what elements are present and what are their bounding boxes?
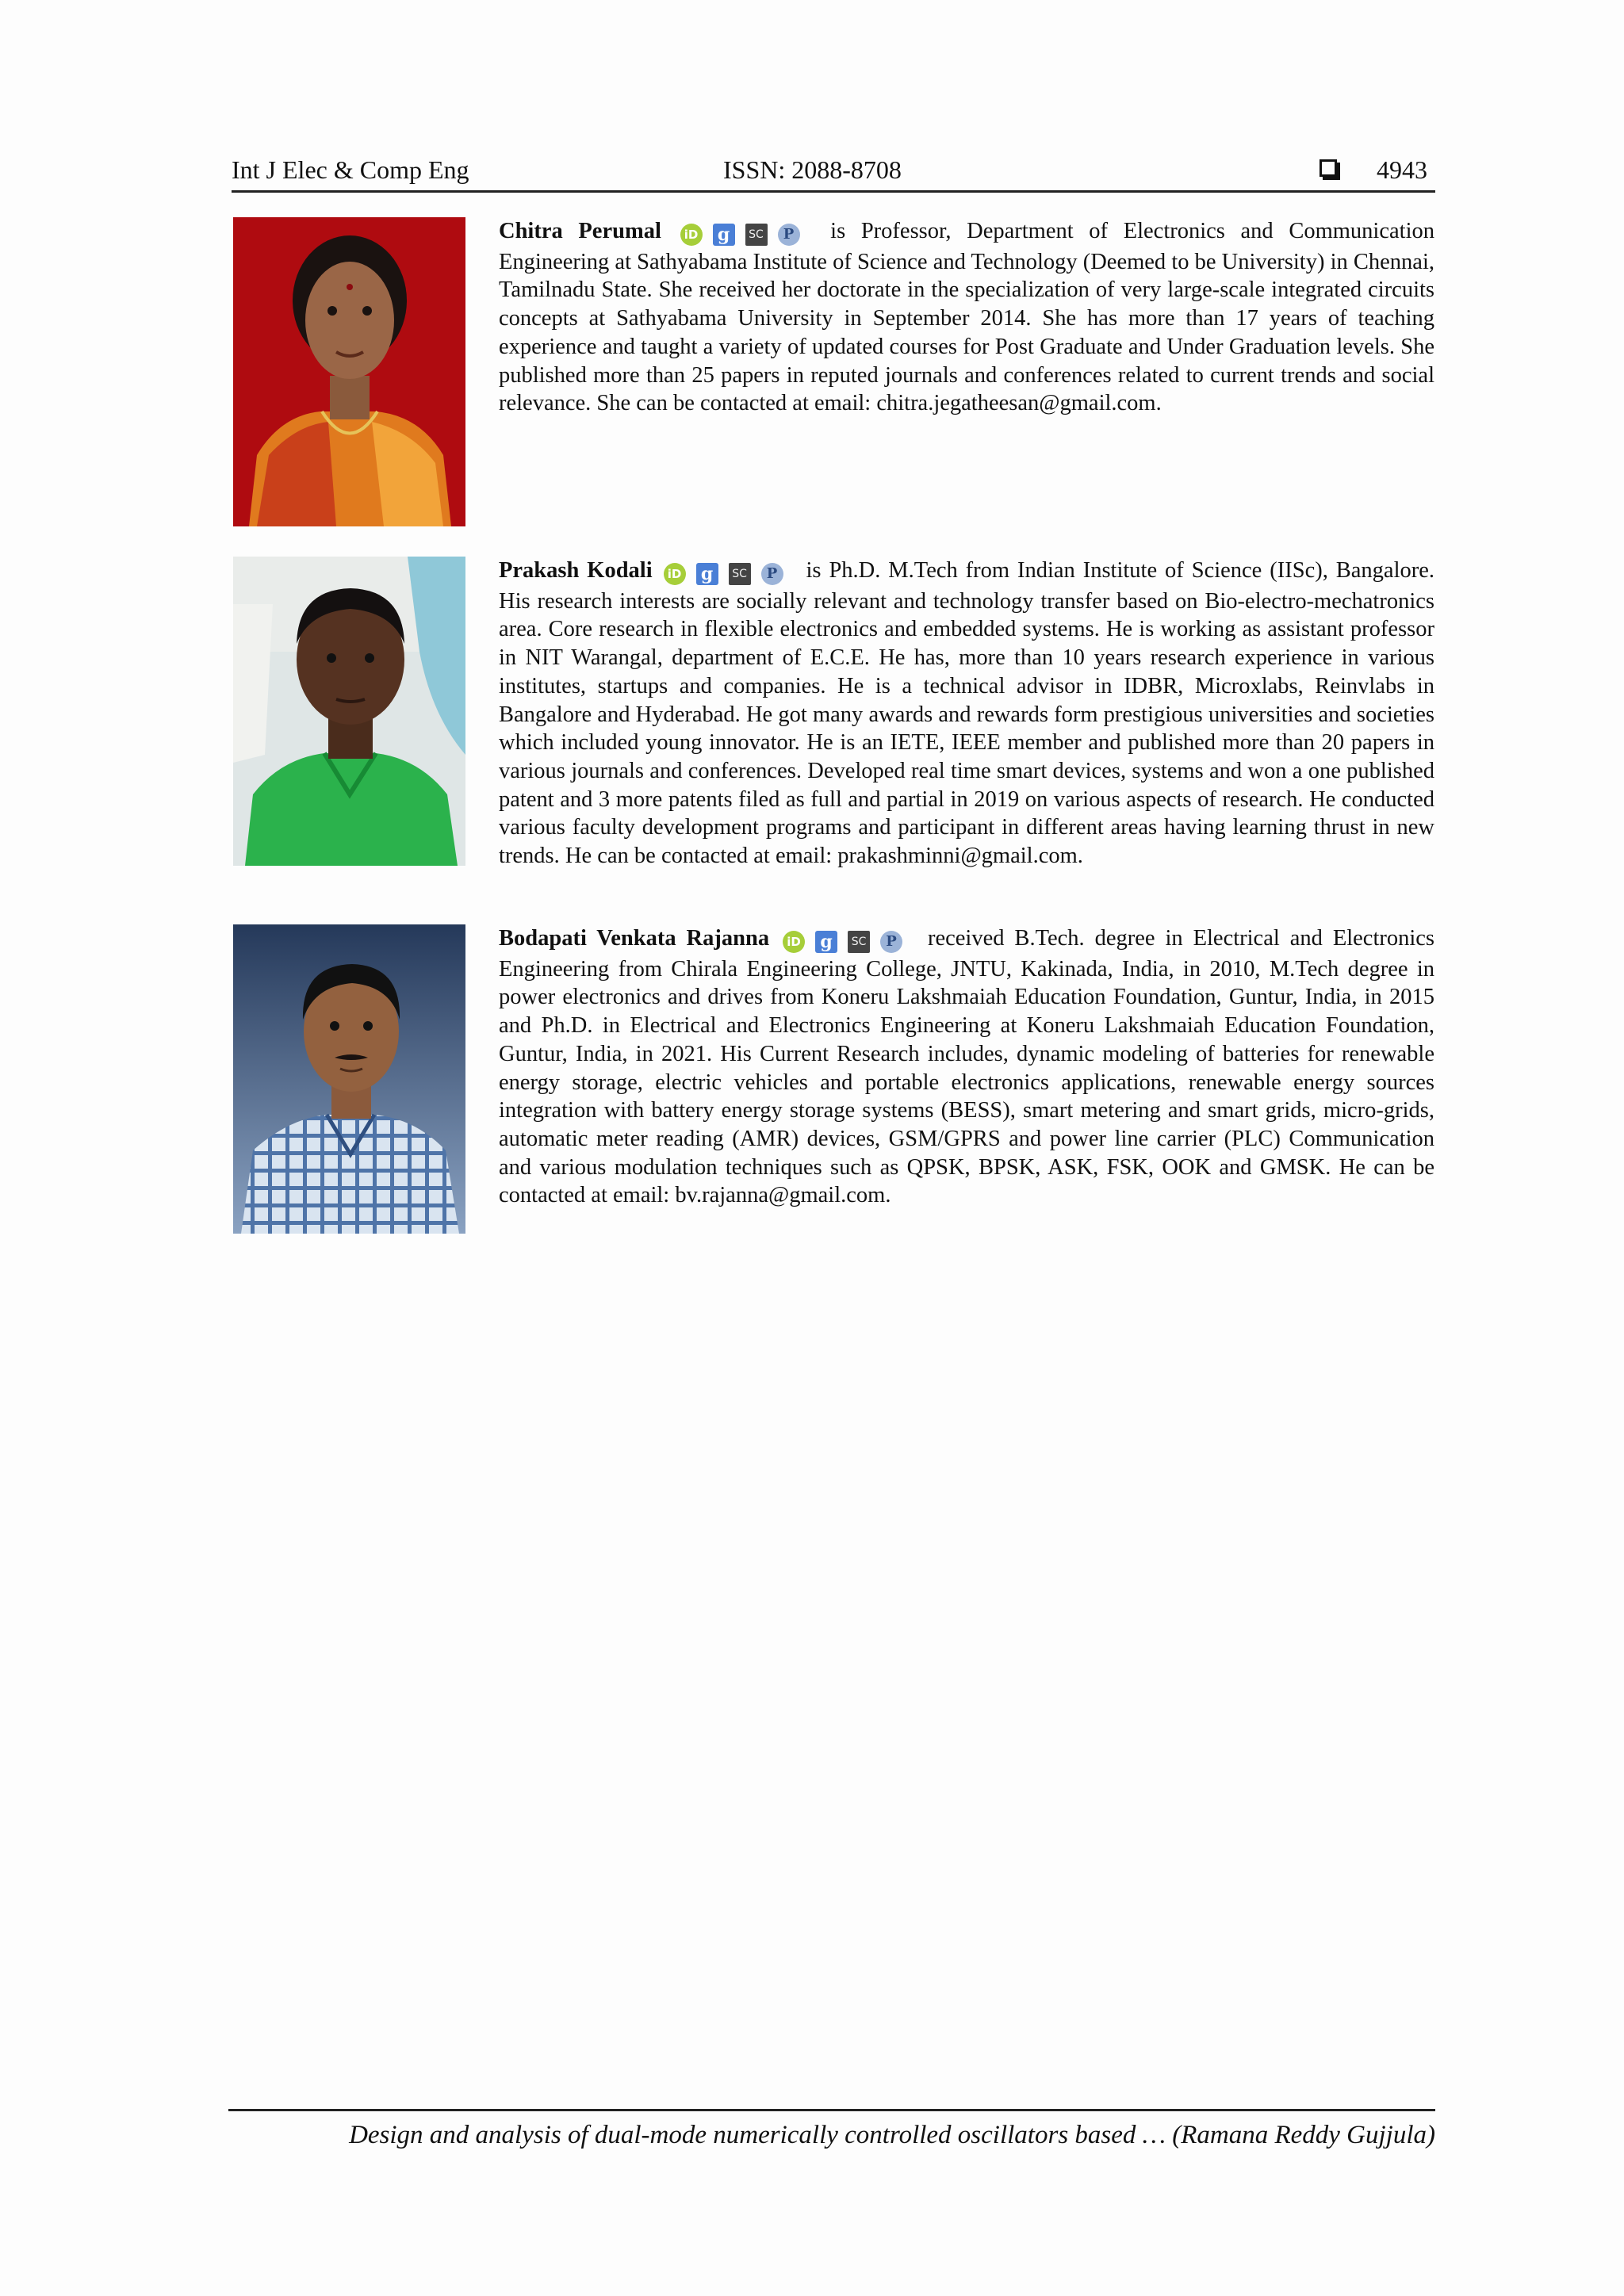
scopus-icon[interactable]: SC bbox=[729, 563, 751, 585]
publons-icon[interactable]: P bbox=[761, 563, 783, 585]
author-photo bbox=[233, 924, 465, 1234]
running-header bbox=[232, 154, 1435, 193]
scopus-icon[interactable]: SC bbox=[848, 931, 870, 953]
orcid-icon[interactable]: iD bbox=[664, 563, 686, 585]
profile-icons bbox=[664, 559, 794, 587]
publons-icon[interactable]: P bbox=[778, 224, 800, 246]
bio-text bbox=[499, 557, 1434, 871]
running-footer bbox=[228, 2109, 1435, 2152]
author-name: Bodapati Venkata Rajanna bbox=[499, 926, 770, 951]
publons-icon[interactable]: P bbox=[880, 931, 902, 953]
bio-text bbox=[499, 924, 1434, 1210]
issn: ISSN: 2088-8708 bbox=[723, 155, 902, 184]
google-scholar-icon[interactable]: g bbox=[696, 563, 718, 585]
footer-title: Design and analysis of dual-mode numerically controlled oscillators based … (Ramana Reddy Gujjula) bbox=[349, 2121, 1435, 2149]
profile-icons bbox=[783, 927, 913, 955]
bio-text bbox=[499, 217, 1434, 418]
orcid-icon[interactable]: iD bbox=[680, 224, 703, 246]
page-number: 4943 bbox=[1377, 155, 1427, 184]
page-box-icon bbox=[1320, 159, 1337, 177]
author-name: Chitra Perumal bbox=[499, 219, 661, 243]
bio-description: is Professor, Department of Electronics and Communication Engineering at Sathyabama Institute of Science and Technology (Deemed to be University) in Chennai, Tamilnadu State. She received her doctorate in the specialization of very large-scale integrated circuits concepts at Sathyabama University in September 2014. She has more than 17 years of teaching experience and taught a variety of updated courses for Post Graduate and Under Graduation levels. She published more than 25 papers in reputed journals and conferences related to current trends and social relevance. She can be contacted at email: chitra.jegatheesan@gmail.com. bbox=[499, 219, 1434, 416]
bio-description: received B.Tech. degree in Electrical and Electronics Engineering from Chirala Engineering College, JNTU, Kakinada, India, in 2010, M.Tech degree in power electronics and drives from Koneru Lakshmaiah Education Foundation, Guntur, India, in 2015 and Ph.D. in Electrical and Electronics Engineering at Koneru Lakshmaiah Education Foundation, Guntur, India, in 2021. His Current Research includes, dynamic modeling of batteries for renewable energy storage, electric vehicles and portable electronics applications, renewable energy sources integration with battery energy storage systems (BESS), smart metering and smart grids, micro-grids, automatic meter reading (AMR) devices, GSM/GPRS and power line carrier (PLC) Communication and various modulation techniques such as QPSK, BPSK, ASK, FSK, OOK and GMSK. He can be contacted at email: bv.rajanna@gmail.com. bbox=[499, 926, 1435, 1208]
profile-icons bbox=[680, 220, 810, 248]
author-name: Prakash Kodali bbox=[499, 558, 653, 583]
bio-description: is Ph.D. M.Tech from Indian Institute of Science (IISc), Bangalore. His research interests are socially relevant and technology transfer based on Bio-electro-mechatronics area. Core research in flexible electronics and embedded systems. He is working as assistant professor in NIT Warangal, department of E.C.E. He has, more than 10 years research experience in various institutes, startups and companies. He is a technical advisor in IDBR, Microxlabs, Reinvlabs in Bangalore and Hyderabad. He got many awards and rewards form prestigious universities and societies which included young innovator. He is an IETE, IEEE member and published more than 20 papers in various journals and conferences. Developed real time smart devices, systems and won a one published patent and 3 more patents filed as full and partial in 2019 on various aspects of research. He conducted various faculty development programs and participant in different areas having learning thrust in new trends. He can be contacted at email: prakashminni@gmail.com. bbox=[499, 558, 1435, 869]
author-photo bbox=[233, 557, 465, 866]
journal-name: Int J Elec & Comp Eng bbox=[232, 155, 469, 184]
google-scholar-icon[interactable]: g bbox=[713, 224, 735, 246]
google-scholar-icon[interactable]: g bbox=[815, 931, 837, 953]
author-photo bbox=[233, 217, 465, 526]
scopus-icon[interactable]: SC bbox=[745, 224, 768, 246]
orcid-icon[interactable]: iD bbox=[783, 931, 805, 953]
